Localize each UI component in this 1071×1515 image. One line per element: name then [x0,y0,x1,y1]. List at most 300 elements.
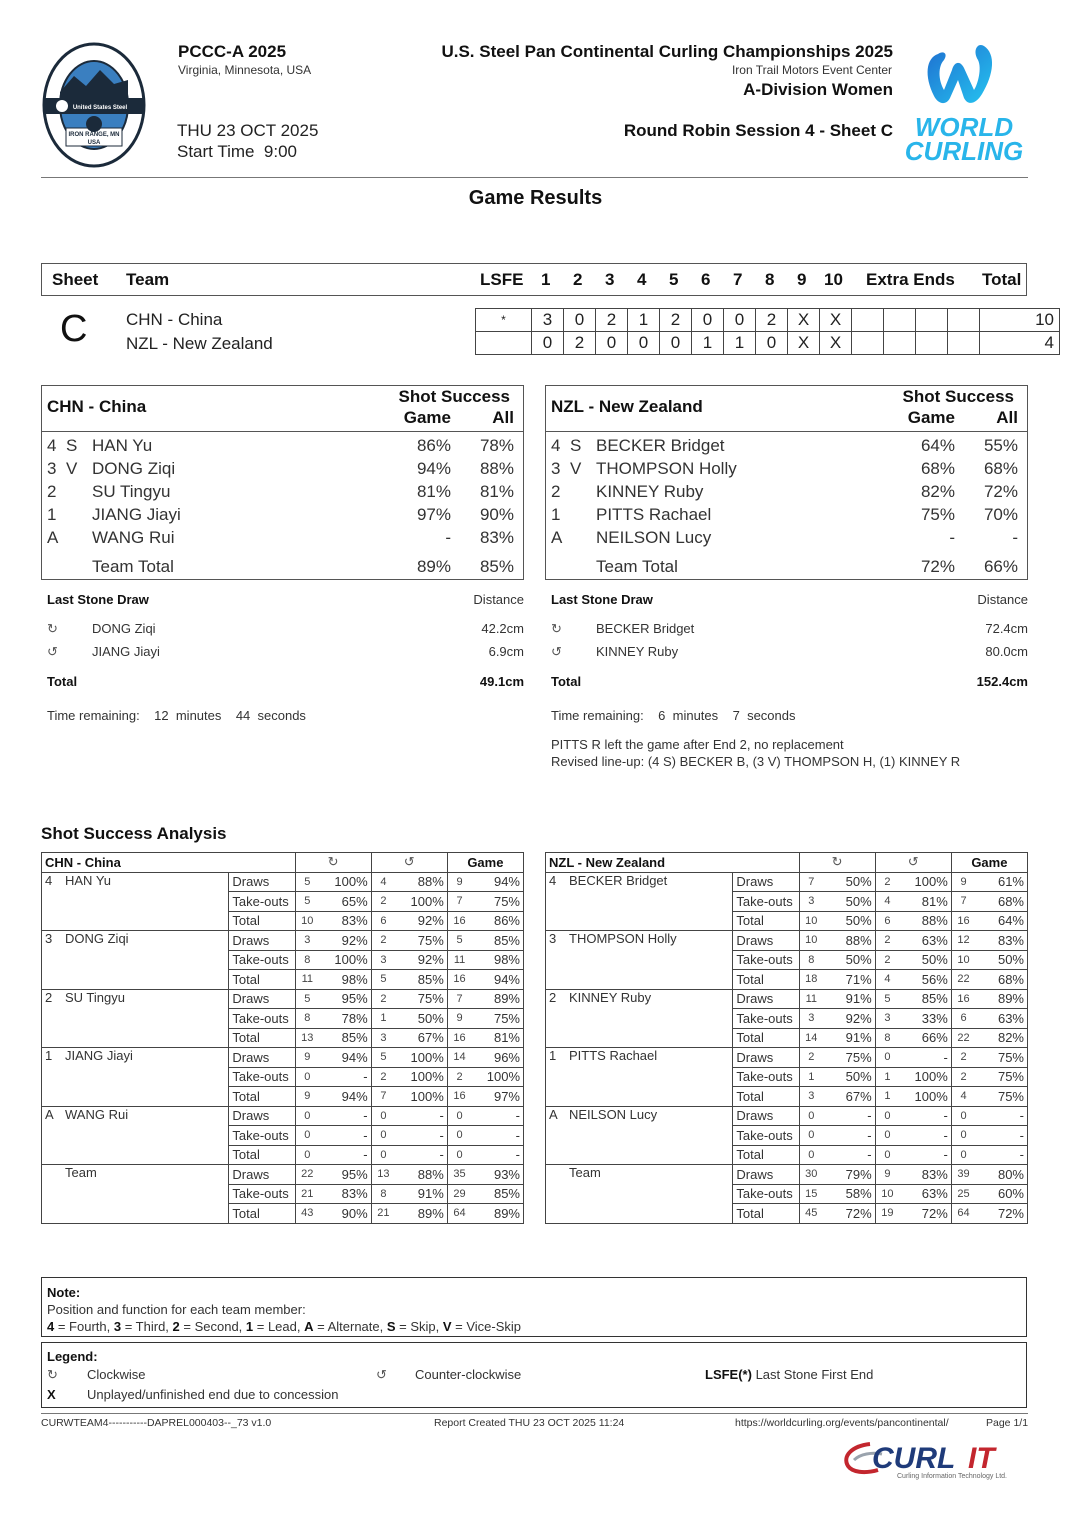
analysis-row [546,1048,1028,1068]
analysis-shot-type: Total [733,1087,799,1107]
analysis-header-row [546,853,1028,873]
analysis-row [546,931,1028,951]
analysis-player-position: 3 [549,931,557,946]
shot-pct: 85% [319,1028,371,1048]
shot-count: 2 [875,931,899,951]
player-game-pct: 68% [920,459,955,478]
player-position: A [47,528,59,547]
end-cell: 0 [660,332,692,355]
player-all-pct: 70% [983,505,1018,524]
end-cell: 0 [756,332,788,355]
shot-pct: 91% [823,989,875,1009]
analysis-team-name: CHN - China [42,853,296,873]
end-cell: X [788,332,820,355]
shot-pct: 92% [319,931,371,951]
player-all-pct: 55% [983,436,1018,455]
shot-pct: 91% [395,1184,447,1204]
report-code: CURWTEAM4-----------DAPREL000403--_73 v1.0 [41,1417,272,1429]
player-position: 2 [551,482,561,501]
total-cell: 4 [980,332,1060,355]
world-curling-logo [898,40,1030,164]
end-cell: 2 [660,309,692,332]
page-number: Page 1/1 [986,1417,1029,1429]
end-cell: 1 [692,332,724,355]
player-all-pct: 90% [479,505,514,524]
shot-count: 8 [875,1028,899,1048]
shot-pct: - [899,1106,951,1126]
shot-pct: 82% [975,1028,1027,1048]
lsd-total: 152.4cm [976,674,1028,689]
shot-count: 7 [447,892,471,912]
shot-count: 3 [799,892,823,912]
team-summary-header [42,386,523,432]
shot-count: 0 [295,1106,319,1126]
shot-count: 45 [799,1204,823,1224]
analysis-shot-type: Draws [229,1165,295,1185]
extra-end-cell [884,332,916,355]
shot-pct: 72% [823,1204,875,1224]
lsd-distance-label: Distance [977,592,1028,607]
note-key: 4 [47,1319,55,1334]
shot-count: 10 [875,1184,899,1204]
team-summary-header [546,386,1027,432]
analysis-player-position: 2 [549,989,557,1005]
time-remaining-seconds: 44 seconds [235,708,306,723]
analysis-player [42,1106,229,1165]
end-cell: 0 [724,309,756,332]
end-cell: 1 [628,309,660,332]
shot-success-label: Shot Success [398,387,510,406]
analysis-shot-type: Draws [229,931,295,951]
player-name: THOMPSON Holly [596,459,737,478]
shot-count: 10 [799,931,823,951]
shot-count: 3 [295,931,319,951]
shot-pct: 75% [975,1067,1027,1087]
analysis-player [546,931,733,990]
player-function: V [66,459,78,478]
analysis-shot-type: Take-outs [229,1009,295,1029]
svg-text:Curling Information Technology: Curling Information Technology Ltd. [897,1473,1007,1480]
analysis-player-position: 4 [549,872,557,888]
counter-clockwise-icon: ↺ [376,1367,387,1382]
note-value: = Fourth, [54,1319,114,1334]
shot-pct: - [471,1106,523,1126]
shot-count: 0 [371,1126,395,1146]
extra-end-cell [852,332,884,355]
note-key: S [386,1319,396,1334]
shot-count: 2 [875,950,899,970]
extra-end-cell [916,309,948,332]
analysis-player-name: SU Tingyu [65,989,125,1005]
shot-pct: - [975,1126,1027,1146]
analysis-shot-type: Total [229,1204,295,1224]
scoreboard-header [41,263,1027,296]
time-remaining-label: Time remaining: [551,708,644,723]
all-label: All [996,408,1018,427]
shot-pct: - [319,1067,371,1087]
championship-logo [42,42,146,168]
time-remaining-minutes: 6 minutes [658,708,719,723]
shot-pct: 100% [395,1067,447,1087]
shot-count: 0 [875,1048,899,1068]
analysis-shot-type: Draws [229,872,295,892]
shot-count: 2 [371,892,395,912]
shot-pct: 88% [395,1165,447,1185]
total-cell: 10 [980,309,1060,332]
svg-text:CURLING: CURLING [904,136,1024,164]
shot-pct: 83% [319,911,371,931]
event-url[interactable]: https://worldcurling.org/events/pancontinental/ [735,1417,949,1429]
analysis-player-name: Team [569,1165,601,1180]
end-cell: 0 [532,332,564,355]
end-cell: 2 [596,309,628,332]
shot-count: 0 [875,1106,899,1126]
shot-pct: 75% [975,1087,1027,1107]
player-all-pct: - [1012,528,1018,547]
shot-count: 0 [799,1126,823,1146]
shot-pct: 81% [471,1028,523,1048]
lsd-title: Last Stone Draw [551,592,653,607]
shot-count: 5 [447,931,471,951]
event-division: A-Division Women [743,80,893,99]
linescore-row-team-1 [476,309,1060,332]
svg-text:25: 25 [130,90,137,96]
shot-count: 7 [447,989,471,1009]
player-row [546,505,1027,528]
shot-count: 9 [875,1165,899,1185]
curlit-logo [840,1438,1030,1482]
note-key: 3 [113,1319,122,1334]
lsfe-cell: * [476,309,532,332]
shot-count: 0 [447,1145,471,1165]
shot-count: 3 [875,1009,899,1029]
shot-count: 8 [799,950,823,970]
linescore-row-team-2 [476,332,1060,355]
analysis-shot-type: Total [229,970,295,990]
shot-count: 13 [295,1028,319,1048]
shot-count: 3 [799,1009,823,1029]
shot-count: 14 [799,1028,823,1048]
analysis-row [42,989,524,1009]
analysis-row [42,1106,524,1126]
shot-count: 0 [371,1106,395,1126]
analysis-shot-type: Total [733,1204,799,1224]
shot-pct: 91% [823,1028,875,1048]
clockwise-icon: ↻ [295,853,371,873]
shot-pct: 100% [319,950,371,970]
analysis-shot-type: Total [733,911,799,931]
shot-pct: 88% [823,931,875,951]
analysis-shot-type: Take-outs [229,1126,295,1146]
player-name: DONG Ziqi [92,459,176,478]
legend-x-key: X [47,1387,56,1402]
player-all-pct: 78% [479,436,514,455]
player-position: 4 [47,436,57,455]
event-location: Virginia, Minnesota, USA [178,63,312,77]
shot-count: 19 [875,1204,899,1224]
shot-pct: 63% [975,1009,1027,1029]
shot-pct: 94% [319,1087,371,1107]
shot-pct: 56% [899,970,951,990]
analysis-player [546,872,733,931]
shot-pct: - [319,1106,371,1126]
analysis-player [546,1106,733,1165]
shot-count: 22 [951,970,975,990]
player-row [42,459,523,482]
player-function: S [570,436,582,455]
extra-end-cell [884,309,916,332]
shot-count: 2 [875,872,899,892]
shot-pct: 50% [899,950,951,970]
svg-text:IT: IT [968,1442,995,1475]
shot-count: 30 [799,1165,823,1185]
clockwise-icon: ↻ [47,621,58,636]
shot-count: 15 [799,1184,823,1204]
player-function: V [570,459,582,478]
end-cell: 0 [596,332,628,355]
shot-pct: 89% [395,1204,447,1224]
note-key: 2 [172,1319,180,1334]
note-value: = Second, [179,1319,246,1334]
player-game-pct: 64% [920,436,955,455]
shot-count: 16 [447,1028,471,1048]
shot-count: 11 [295,970,319,990]
analysis-player-name: BECKER Bridget [569,872,668,888]
clockwise-icon: ↻ [47,1367,58,1382]
analysis-game-col: Game [447,853,523,873]
analysis-row [42,1048,524,1068]
event-session: Round Robin Session 4 - Sheet C [623,121,893,140]
team-total-game: 89% [416,557,451,576]
shot-count: 5 [875,989,899,1009]
shot-pct: 50% [823,911,875,931]
shot-count: 5 [371,1048,395,1068]
note-value: = Third, [121,1319,173,1334]
end-cell: 3 [532,309,564,332]
shot-pct: - [975,1145,1027,1165]
team-summary-box [41,385,524,580]
analysis-row [546,1106,1028,1126]
analysis-shot-type: Take-outs [733,1126,799,1146]
player-position: 1 [551,505,561,524]
shot-count: 0 [295,1126,319,1146]
legend-lsfe: LSFE(*) Last Stone First End [705,1367,874,1382]
shot-pct: 89% [471,1204,523,1224]
shot-count: 9 [295,1048,319,1068]
analysis-row [546,989,1028,1009]
shot-analysis-table [545,852,1028,1224]
lsd-total-label: Total [47,674,78,689]
shot-pct: - [823,1145,875,1165]
end-cell: X [820,332,852,355]
shot-pct: 75% [395,989,447,1009]
col-end-6: 6 [701,270,711,289]
lsd-total-row [551,674,1028,689]
shot-count: 2 [951,1048,975,1068]
player-row [546,482,1027,505]
analysis-shot-type: Take-outs [229,1067,295,1087]
shot-pct: 88% [395,872,447,892]
shot-pct: 65% [319,892,371,912]
shot-count: 64 [951,1204,975,1224]
shot-pct: 75% [471,892,523,912]
lsd-player: DONG Ziqi [92,621,156,636]
player-all-pct: 72% [983,482,1018,501]
shot-count: 5 [371,970,395,990]
shot-count: 7 [799,872,823,892]
shot-count: 6 [875,911,899,931]
shot-pct: 67% [823,1087,875,1107]
shot-pct: 94% [471,872,523,892]
analysis-player-position: 4 [45,872,53,888]
shot-pct: - [899,1048,951,1068]
shot-count: 9 [951,872,975,892]
shot-count: 10 [951,950,975,970]
shot-pct: - [319,1126,371,1146]
shot-count: 3 [371,950,395,970]
note-key: A [304,1319,314,1334]
time-remaining-label: Time remaining: [47,708,140,723]
shot-count: 11 [447,950,471,970]
note-key: 1 [245,1319,254,1334]
analysis-player-name: JIANG Jiayi [65,1048,133,1063]
player-row [546,459,1027,482]
player-row [42,436,523,459]
shot-count: 22 [295,1165,319,1185]
shot-pct: 66% [899,1028,951,1048]
col-end-2: 2 [573,270,583,289]
shot-count: 0 [447,1126,471,1146]
analysis-shot-type: Total [733,1028,799,1048]
shot-count: 39 [951,1165,975,1185]
analysis-player-name: Team [65,1165,97,1180]
shot-count: 2 [371,931,395,951]
shot-pct: 89% [471,989,523,1009]
lsd-header [47,592,524,607]
linescore-table [475,308,1060,355]
extra-end-cell [916,332,948,355]
end-cell: 2 [756,309,788,332]
team-total-label: Team Total [92,557,174,576]
game-label: Game [403,408,451,427]
time-remaining [47,708,524,723]
team-2-name: NZL - New Zealand [126,334,273,353]
legend-clockwise: Clockwise [87,1367,146,1382]
shot-pct: 93% [471,1165,523,1185]
analysis-player [546,1165,733,1224]
shot-count: 16 [951,989,975,1009]
last-stone-draw [551,592,1028,792]
team-total-row [546,557,1027,580]
team-total-all: 66% [983,557,1018,576]
counter-clockwise-icon: ↺ [551,644,562,659]
shot-pct: - [823,1126,875,1146]
shot-count: 9 [295,1087,319,1107]
shot-count: 1 [875,1067,899,1087]
time-remaining [551,708,1028,723]
analysis-player-name: THOMPSON Holly [569,931,677,946]
note-line: Position and function for each team member: [47,1302,306,1317]
col-lsfe: LSFE [480,270,524,289]
shot-count: 9 [447,1009,471,1029]
player-game-pct: 81% [416,482,451,501]
player-name: SU Tingyu [92,482,171,501]
analysis-shot-type: Total [229,1087,295,1107]
shot-pct: 100% [395,1087,447,1107]
event-venue: Iron Trail Motors Event Center [731,63,892,77]
analysis-shot-type: Draws [733,1048,799,1068]
shot-pct: - [471,1126,523,1146]
shot-success-label: Shot Success [902,387,1014,406]
shot-count: 0 [951,1145,975,1165]
shot-count: 29 [447,1184,471,1204]
svg-text:IRON RANGE, MN: IRON RANGE, MN [68,132,120,138]
analysis-player-position: A [549,1106,558,1122]
player-position: 3 [551,459,561,478]
report-created: Report Created THU 23 OCT 2025 11:24 [434,1417,625,1429]
shot-pct: - [975,1106,1027,1126]
analysis-player-name: NEILSON Lucy [569,1106,658,1122]
analysis-shot-type: Draws [229,989,295,1009]
analysis-shot-type: Take-outs [733,1184,799,1204]
analysis-player [546,989,733,1048]
counter-clockwise-icon: ↺ [47,644,58,659]
shot-count: 25 [951,1184,975,1204]
lsd-distance: 42.2cm [481,621,524,636]
team-summary-name: NZL - New Zealand [551,397,703,416]
shot-pct: 68% [975,970,1027,990]
analysis-shot-type: Total [733,1145,799,1165]
shot-pct: 100% [899,872,951,892]
shot-count: 2 [371,989,395,1009]
shot-pct: 100% [899,1087,951,1107]
shot-pct: 78% [319,1009,371,1029]
analysis-row [42,1165,524,1185]
shot-count: 6 [371,911,395,931]
shot-count: 16 [447,1087,471,1107]
shot-pct: 61% [975,872,1027,892]
shot-pct: 75% [395,931,447,951]
shot-pct: - [471,1145,523,1165]
svg-text:United States Steel: United States Steel [72,105,128,111]
shot-count: 8 [295,950,319,970]
player-game-pct: 75% [920,505,955,524]
player-name: BECKER Bridget [596,436,725,455]
shot-pct: 58% [823,1184,875,1204]
note-position-legend [47,1318,1021,1335]
lsd-total: 49.1cm [479,674,524,689]
shot-pct: 68% [975,892,1027,912]
shot-count: 16 [951,911,975,931]
shot-analysis-table [41,852,524,1224]
shot-count: 64 [447,1204,471,1224]
player-name: NEILSON Lucy [596,528,712,547]
shot-count: 5 [295,872,319,892]
player-game-pct: - [949,528,955,547]
shot-count: 0 [295,1067,319,1087]
shot-pct: 95% [319,1165,371,1185]
player-row [42,482,523,505]
shot-count: 11 [799,989,823,1009]
svg-text:WORLD: WORLD [914,112,1014,142]
shot-pct: 75% [823,1048,875,1068]
shot-count: 16 [447,970,471,990]
analysis-title: Shot Success Analysis [41,824,227,843]
shot-count: 22 [951,1028,975,1048]
team-summary-name: CHN - China [47,397,147,416]
player-all-pct: 83% [479,528,514,547]
shot-count: 0 [875,1145,899,1165]
